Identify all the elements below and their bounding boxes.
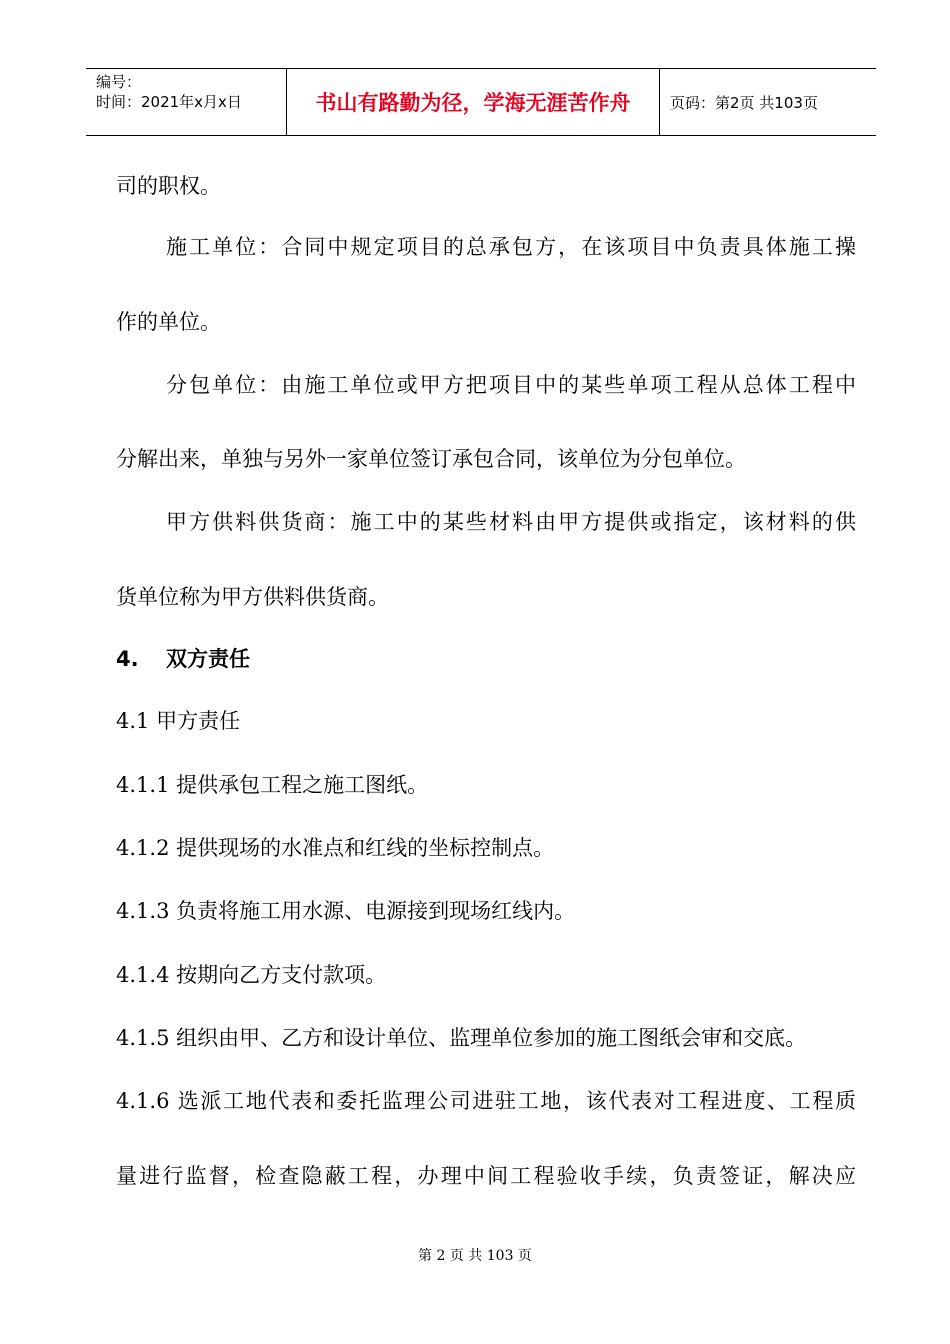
section-title: 双方责任 bbox=[166, 647, 250, 671]
header-page-info: 页码：第2页 共103页 bbox=[670, 93, 818, 112]
list-item: 4.1.2 提供现场的水准点和红线的坐标控制点。 bbox=[116, 836, 555, 860]
paragraph-line: 分解出来，单独与另外一家单位签订承包合同，该单位为分包单位。 bbox=[116, 447, 746, 471]
list-item-continued: 量进行监督，检查隐蔽工程，办理中间工程验收手续，负责签证，解决应 bbox=[116, 1164, 856, 1188]
header-motto: 书山有路勤为径，学海无涯苦作舟 bbox=[287, 69, 660, 135]
list-item: 4.1.5 组织由甲、乙方和设计单位、监理单位参加的施工图纸会审和交底。 bbox=[116, 1026, 807, 1050]
list-item: 4.1.3 负责将施工用水源、电源接到现场红线内。 bbox=[116, 899, 576, 923]
paragraph-line: 作的单位。 bbox=[116, 310, 221, 334]
paragraph-line: 分包单位：由施工单位或甲方把项目中的某些单项工程从总体工程中 bbox=[166, 373, 856, 397]
serial-label: 编号： bbox=[96, 73, 142, 91]
paragraph-line: 甲方供料供货商：施工中的某些材料由甲方提供或指定，该材料的供 bbox=[166, 510, 856, 534]
time-label: 时间：2021年x月x日 bbox=[96, 93, 242, 111]
paragraph-line: 施工单位：合同中规定项目的总承包方，在该项目中负责具体施工操 bbox=[166, 235, 856, 259]
header-meta bbox=[86, 69, 287, 135]
list-item: 4.1.4 按期向乙方支付款项。 bbox=[116, 963, 387, 987]
section-number: 4. bbox=[116, 647, 139, 671]
page-header bbox=[86, 68, 876, 136]
subsection-heading: 4.1 甲方责任 bbox=[116, 709, 241, 733]
paragraph-line: 货单位称为甲方供料供货商。 bbox=[116, 585, 389, 609]
section-heading bbox=[116, 645, 856, 673]
list-item: 4.1.1 提供承包工程之施工图纸。 bbox=[116, 773, 429, 797]
list-item: 4.1.6 选派工地代表和委托监理公司进驻工地，该代表对工程进度、工程质 bbox=[116, 1089, 856, 1113]
paragraph-line: 司的职权。 bbox=[116, 174, 221, 198]
page-footer: 第 2 页 共 103 页 bbox=[418, 1248, 532, 1264]
